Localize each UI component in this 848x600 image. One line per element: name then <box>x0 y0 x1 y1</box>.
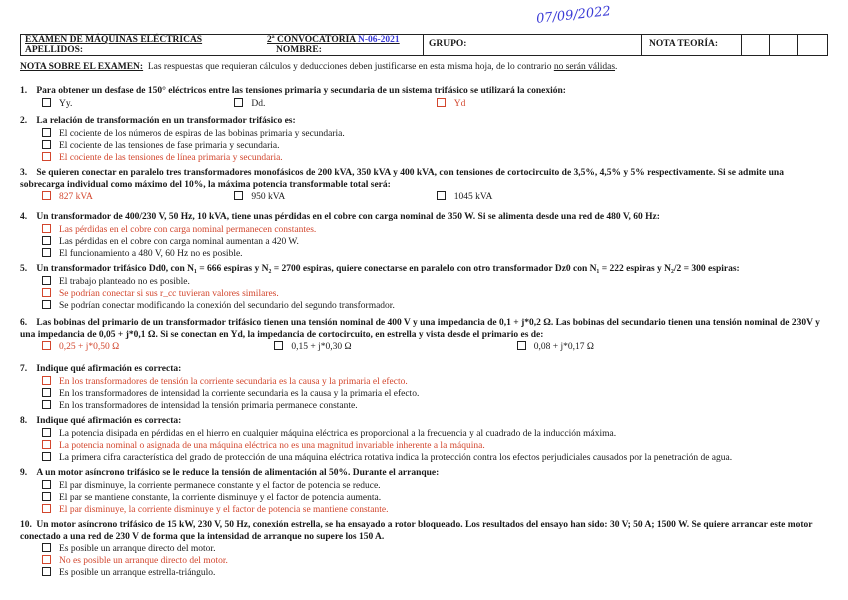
option-b[interactable]: 0,15 + j*0,30 Ω <box>274 341 514 353</box>
option-c[interactable]: En los transformadores de intensidad la tensión primaria permanece constante. <box>42 400 828 412</box>
checkbox[interactable] <box>234 98 243 107</box>
checkbox[interactable] <box>42 191 51 200</box>
option-a[interactable]: 0,25 + j*0,50 Ω <box>42 341 272 353</box>
question-number: 2. <box>20 116 28 126</box>
option-c[interactable]: El cociente de las tensiones de línea primaria y secundaria. <box>42 152 828 164</box>
nota-box-1 <box>741 35 742 55</box>
note-emphasis: no serán válidas <box>553 62 616 72</box>
checkbox[interactable] <box>234 191 243 200</box>
option-b[interactable]: La potencia nominal o asignada de una máquina eléctrica no es una magnitud invariable inherente a la máquina. <box>42 440 828 452</box>
handwritten-date: 07/09/2022 <box>535 4 612 27</box>
convocatoria-label: 2ª CONVOCATORIA N-06-2021 <box>267 35 400 45</box>
checkbox[interactable] <box>42 300 51 309</box>
grupo-label: GRUPO: <box>429 39 467 49</box>
question-stem: Las bobinas del primario de un transformador trifásico tienen una tensión nominal de 400 V y una impedancia de 0,1 + j*0,2 Ω. Las bobinas del secundario tienen una tensión nominal de 230V y una impedancia de 0,05 + j*0,1 Ω. Si se conectan en Yd, la impedancia de cortocircuito, en estrella y vista desde el primario es de: <box>20 318 820 340</box>
exam-title: EXAMEN DE MÁQUINAS ELÉCTRICAS <box>25 35 203 45</box>
question-number: 8. <box>20 416 28 426</box>
question-number: 3. <box>20 168 28 178</box>
checkbox[interactable] <box>42 288 51 297</box>
checkbox[interactable] <box>42 452 51 461</box>
option-a[interactable]: El par disminuye, la corriente permanece constante y el factor de potencia se reduce. <box>42 480 828 492</box>
option-a[interactable]: Es posible un arranque directo del motor. <box>42 543 828 555</box>
options <box>42 128 828 165</box>
option-c[interactable]: Es posible un arranque estrella-triángulo. <box>42 567 828 579</box>
option-c[interactable]: El par disminuye, la corriente disminuye y el factor de potencia se mantiene constante. <box>42 504 828 516</box>
option-c[interactable]: La primera cifra característica del grado de protección de una máquina eléctrica rotativa indica la protección contra los efectos perjudiciales causados por la penetración de agua. <box>42 452 828 464</box>
question-stem: Un transformador trifásico Dd0, con N₁ = 666 espiras y N₂ = 2700 espiras, quiere conectarse en paralelo con otro transformador Dz0 con N₁ = 222 espiras y N₂/2 = 300 espiras: <box>36 264 740 274</box>
options <box>42 341 828 354</box>
options <box>42 428 828 465</box>
nota-box-3 <box>797 35 798 55</box>
checkbox[interactable] <box>42 376 51 385</box>
question-4 <box>20 212 828 260</box>
option-c[interactable]: El funcionamiento a 480 V, 60 Hz no es posible. <box>42 248 828 260</box>
checkbox[interactable] <box>42 567 51 576</box>
option-a[interactable]: El trabajo planteado no es posible. <box>42 276 828 288</box>
options <box>42 191 828 204</box>
grupo-divider <box>423 35 424 55</box>
option-c[interactable]: Se podrían conectar modificando la conexión del secundario del segundo transformador. <box>42 300 828 312</box>
question-9 <box>20 468 828 516</box>
question-6 <box>20 318 828 354</box>
option-b[interactable]: Dd. <box>234 98 434 110</box>
question-number: 6. <box>20 318 28 328</box>
option-a[interactable]: La potencia disipada en pérdidas en el hierro en cualquier máquina eléctrica es proporcional a la frecuencia y al cuadrado de la inducción máxima. <box>42 428 828 440</box>
checkbox[interactable] <box>42 152 51 161</box>
nota-teoria-label: NOTA TEORÍA: <box>649 39 719 49</box>
checkbox[interactable] <box>42 276 51 285</box>
checkbox[interactable] <box>437 191 446 200</box>
question-1 <box>20 86 828 110</box>
question-stem: La relación de transformación en un transformador trifásico es: <box>36 116 296 126</box>
question-number: 1. <box>20 86 28 96</box>
question-stem: Un motor asíncrono trifásico de 15 kW, 230 V, 50 Hz, conexión estrella, se ha ensayado a rotor bloqueado. Los resultados del ensayo han sido: 30 V; 50 A; 1500 W. Se quiere arrancar este motor conectado a una red de 230 V de forma que la intensidad de arranque no supere los 150 A. <box>20 520 813 542</box>
nota-box-2 <box>769 35 770 55</box>
apellidos-label: APELLIDOS: <box>25 45 84 55</box>
option-b[interactable]: Se podrían conectar si sus r_cc tuvieran valores similares. <box>42 288 828 300</box>
options <box>42 224 828 261</box>
checkbox[interactable] <box>42 555 51 564</box>
option-b[interactable]: 950 kVA <box>234 191 434 203</box>
option-c[interactable]: 1045 kVA <box>437 191 493 203</box>
options <box>42 98 828 111</box>
question-stem: Se quieren conectar en paralelo tres transformadores monofásicos de 200 kVA, 350 kVA y 400 kVA, con tensiones de cortocircuito de 3,5%, 4,5% y 5% respectivamente. Si se admite una sobrecarga individual como máximo del 10%, la máxima potencia transformable total será: <box>20 168 784 190</box>
note-end: . <box>615 62 618 72</box>
option-b[interactable]: El cociente de las tensiones de fase primaria y secundaria. <box>42 140 828 152</box>
question-stem: Para obtener un desfase de 150° eléctricos entre las tensiones primaria y secundaria de un sistema trifásico se utilizará la conexión: <box>36 86 566 96</box>
option-c[interactable]: 0,08 + j*0,17 Ω <box>517 341 594 353</box>
question-number: 5. <box>20 264 28 274</box>
checkbox[interactable] <box>42 98 51 107</box>
checkbox[interactable] <box>42 504 51 513</box>
option-a[interactable]: Las pérdidas en el cobre con carga nominal permanecen constantes. <box>42 224 828 236</box>
option-a[interactable]: Yy. <box>42 98 232 110</box>
convocatoria-date: N-06-2021 <box>357 35 400 45</box>
question-stem: Indique qué afirmación es correcta: <box>36 364 182 374</box>
nombre-label: NOMBRE: <box>276 45 322 55</box>
option-b[interactable]: En los transformadores de intensidad la corriente secundaria es la causa y la primaria el efecto. <box>42 388 828 400</box>
option-c[interactable]: Yd <box>437 98 466 110</box>
option-a[interactable]: El cociente de los números de espiras de las bobinas primaria y secundaria. <box>42 128 828 140</box>
options <box>42 376 828 413</box>
question-number: 7. <box>20 364 28 374</box>
question-5 <box>20 264 828 312</box>
options <box>42 276 828 313</box>
checkbox[interactable] <box>42 480 51 489</box>
checkbox[interactable] <box>42 128 51 137</box>
checkbox[interactable] <box>42 224 51 233</box>
checkbox[interactable] <box>42 400 51 409</box>
question-2 <box>20 116 828 164</box>
checkbox[interactable] <box>42 341 51 350</box>
question-stem: A un motor asíncrono trifásico se le reduce la tensión de alimentación al 50%. Durante el arranque: <box>36 468 440 478</box>
question-10 <box>20 520 828 580</box>
option-b[interactable]: Las pérdidas en el cobre con carga nominal aumentan a 420 W. <box>42 236 828 248</box>
checkbox[interactable] <box>42 492 51 501</box>
question-7 <box>20 364 828 412</box>
question-number: 9. <box>20 468 28 478</box>
question-number: 4. <box>20 212 28 222</box>
options <box>42 543 828 580</box>
options <box>42 480 828 517</box>
nota-divider <box>641 35 642 55</box>
checkbox[interactable] <box>42 428 51 437</box>
option-b[interactable]: El par se mantiene constante, la corriente disminuye y el factor de potencia aumenta. <box>42 492 828 504</box>
checkbox[interactable] <box>274 341 283 350</box>
checkbox[interactable] <box>437 98 446 107</box>
note-label: NOTA SOBRE EL EXAMEN: <box>20 62 144 72</box>
checkbox[interactable] <box>42 140 51 149</box>
checkbox[interactable] <box>517 341 526 350</box>
checkbox[interactable] <box>42 248 51 257</box>
checkbox[interactable] <box>42 388 51 397</box>
checkbox[interactable] <box>42 440 51 449</box>
question-3 <box>20 168 828 204</box>
question-stem: Indique qué afirmación es correcta: <box>36 416 182 426</box>
question-8 <box>20 416 828 464</box>
checkbox[interactable] <box>42 543 51 552</box>
checkbox[interactable] <box>42 236 51 245</box>
note-text: Las respuestas que requieran cálculos y deducciones deben justificarse en esta misma hoja, de lo contrario <box>147 62 554 72</box>
exam-header <box>20 34 828 56</box>
exam-note <box>20 62 617 72</box>
option-a[interactable]: En los transformadores de tensión la corriente secundaria es la causa y la primaria el efecto. <box>42 376 828 388</box>
option-b[interactable]: No es posible un arranque directo del motor. <box>42 555 828 567</box>
option-a[interactable]: 827 kVA <box>42 191 232 203</box>
question-stem: Un transformador de 400/230 V, 50 Hz, 10 kVA, tiene unas pérdidas en el cobre con carga nominal de 350 W. Si se alimenta desde una red de 480 V, 60 Hz: <box>36 212 660 222</box>
question-number: 10. <box>20 520 32 530</box>
